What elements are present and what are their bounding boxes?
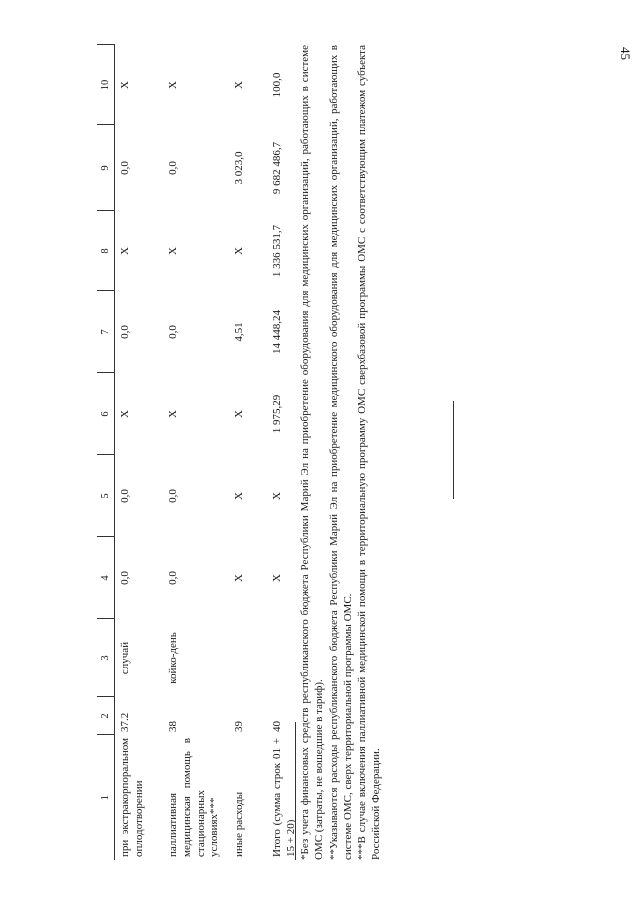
value-cell: 100,0 [271,72,283,98]
value-cell: 0,0 [119,571,131,585]
value-cell: 0,0 [119,161,131,175]
value-cell: Х [233,492,245,500]
value-cell: Х [233,81,245,89]
value-cell: Х [233,574,245,582]
header-cell: 7 [97,291,115,373]
value-cell: Х [119,410,131,418]
table-row [229,45,267,860]
footnote: ***В случае включения паллиативной медицинской помощи в территориальную программу ОМС сверхбазовой программы ОМС с соответствующим платежом субъекта Российской Федерации. [356,45,383,860]
value-cell: 9 682 486,7 [271,141,283,195]
table-row [115,45,164,860]
value-cell: Х [167,247,179,255]
value-cell: Х [233,247,245,255]
value-cell: Х [167,81,179,89]
line-number: 37.2 [119,712,131,732]
header-cell: 8 [97,211,115,291]
value-cell: Х [167,410,179,418]
value-cell: 0,0 [119,489,131,503]
unit-cell: случай [119,641,131,675]
row-name: иные расходы [233,791,245,857]
value-cell: 0,0 [167,571,179,585]
table-header-row [97,45,115,860]
page-number: 45 [618,47,633,60]
value-cell: 0,0 [167,325,179,339]
value-cell: 0,0 [167,161,179,175]
rotated-content [97,45,547,860]
footnotes [295,45,384,860]
header-cell: 9 [97,125,115,211]
value-cell: Х [271,492,283,500]
row-name: Итого (сумма строк 01 + 15 + 20) [271,738,297,857]
row-name: паллиативная медицинская помощь в стационарных условиях*** [167,738,221,857]
line-number: 38 [167,721,179,732]
value-cell: 0,0 [119,325,131,339]
value-cell: Х [271,574,283,582]
row-name: при экстракорпоральном оплодотворении [119,738,145,857]
value-cell: 4,51 [233,322,245,342]
header-cell: 5 [97,455,115,537]
line-number: 40 [271,721,283,732]
header-cell: 2 [97,697,115,735]
header-cell: 3 [97,619,115,697]
value-cell: 14 448,24 [271,310,283,354]
header-cell: 6 [97,373,115,455]
value-cell: Х [233,410,245,418]
value-cell: 3 023,0 [233,151,245,185]
footnote: **Указываются расходы республиканского бюджета Республики Марий Эл на приобретение медицинского оборудования для медицинских организаций, работающих в системе ОМС, сверх территориальной программы ОМС. [327,45,354,860]
data-table [97,45,317,861]
unit-cell [229,619,267,697]
line-number: 39 [233,721,245,732]
header-cell: 4 [97,537,115,619]
header-cell: 1 [97,735,115,860]
header-cell: 10 [97,45,115,125]
value-cell: Х [119,81,131,89]
value-cell: Х [119,247,131,255]
footnote-divider [295,722,296,860]
value-cell: 1 336 531,7 [271,224,283,278]
footnote: *Без учета финансовых средств республиканского бюджета Республики Марий Эл на приобретение оборудования для медицинских организаций, работающих в системе ОМС (затраты, не вошедшие в тариф). [299,45,326,860]
table-row [163,45,229,860]
unit-cell: койко-день [167,632,179,684]
value-cell: 0,0 [167,489,179,503]
value-cell: 1 975,29 [271,394,283,434]
